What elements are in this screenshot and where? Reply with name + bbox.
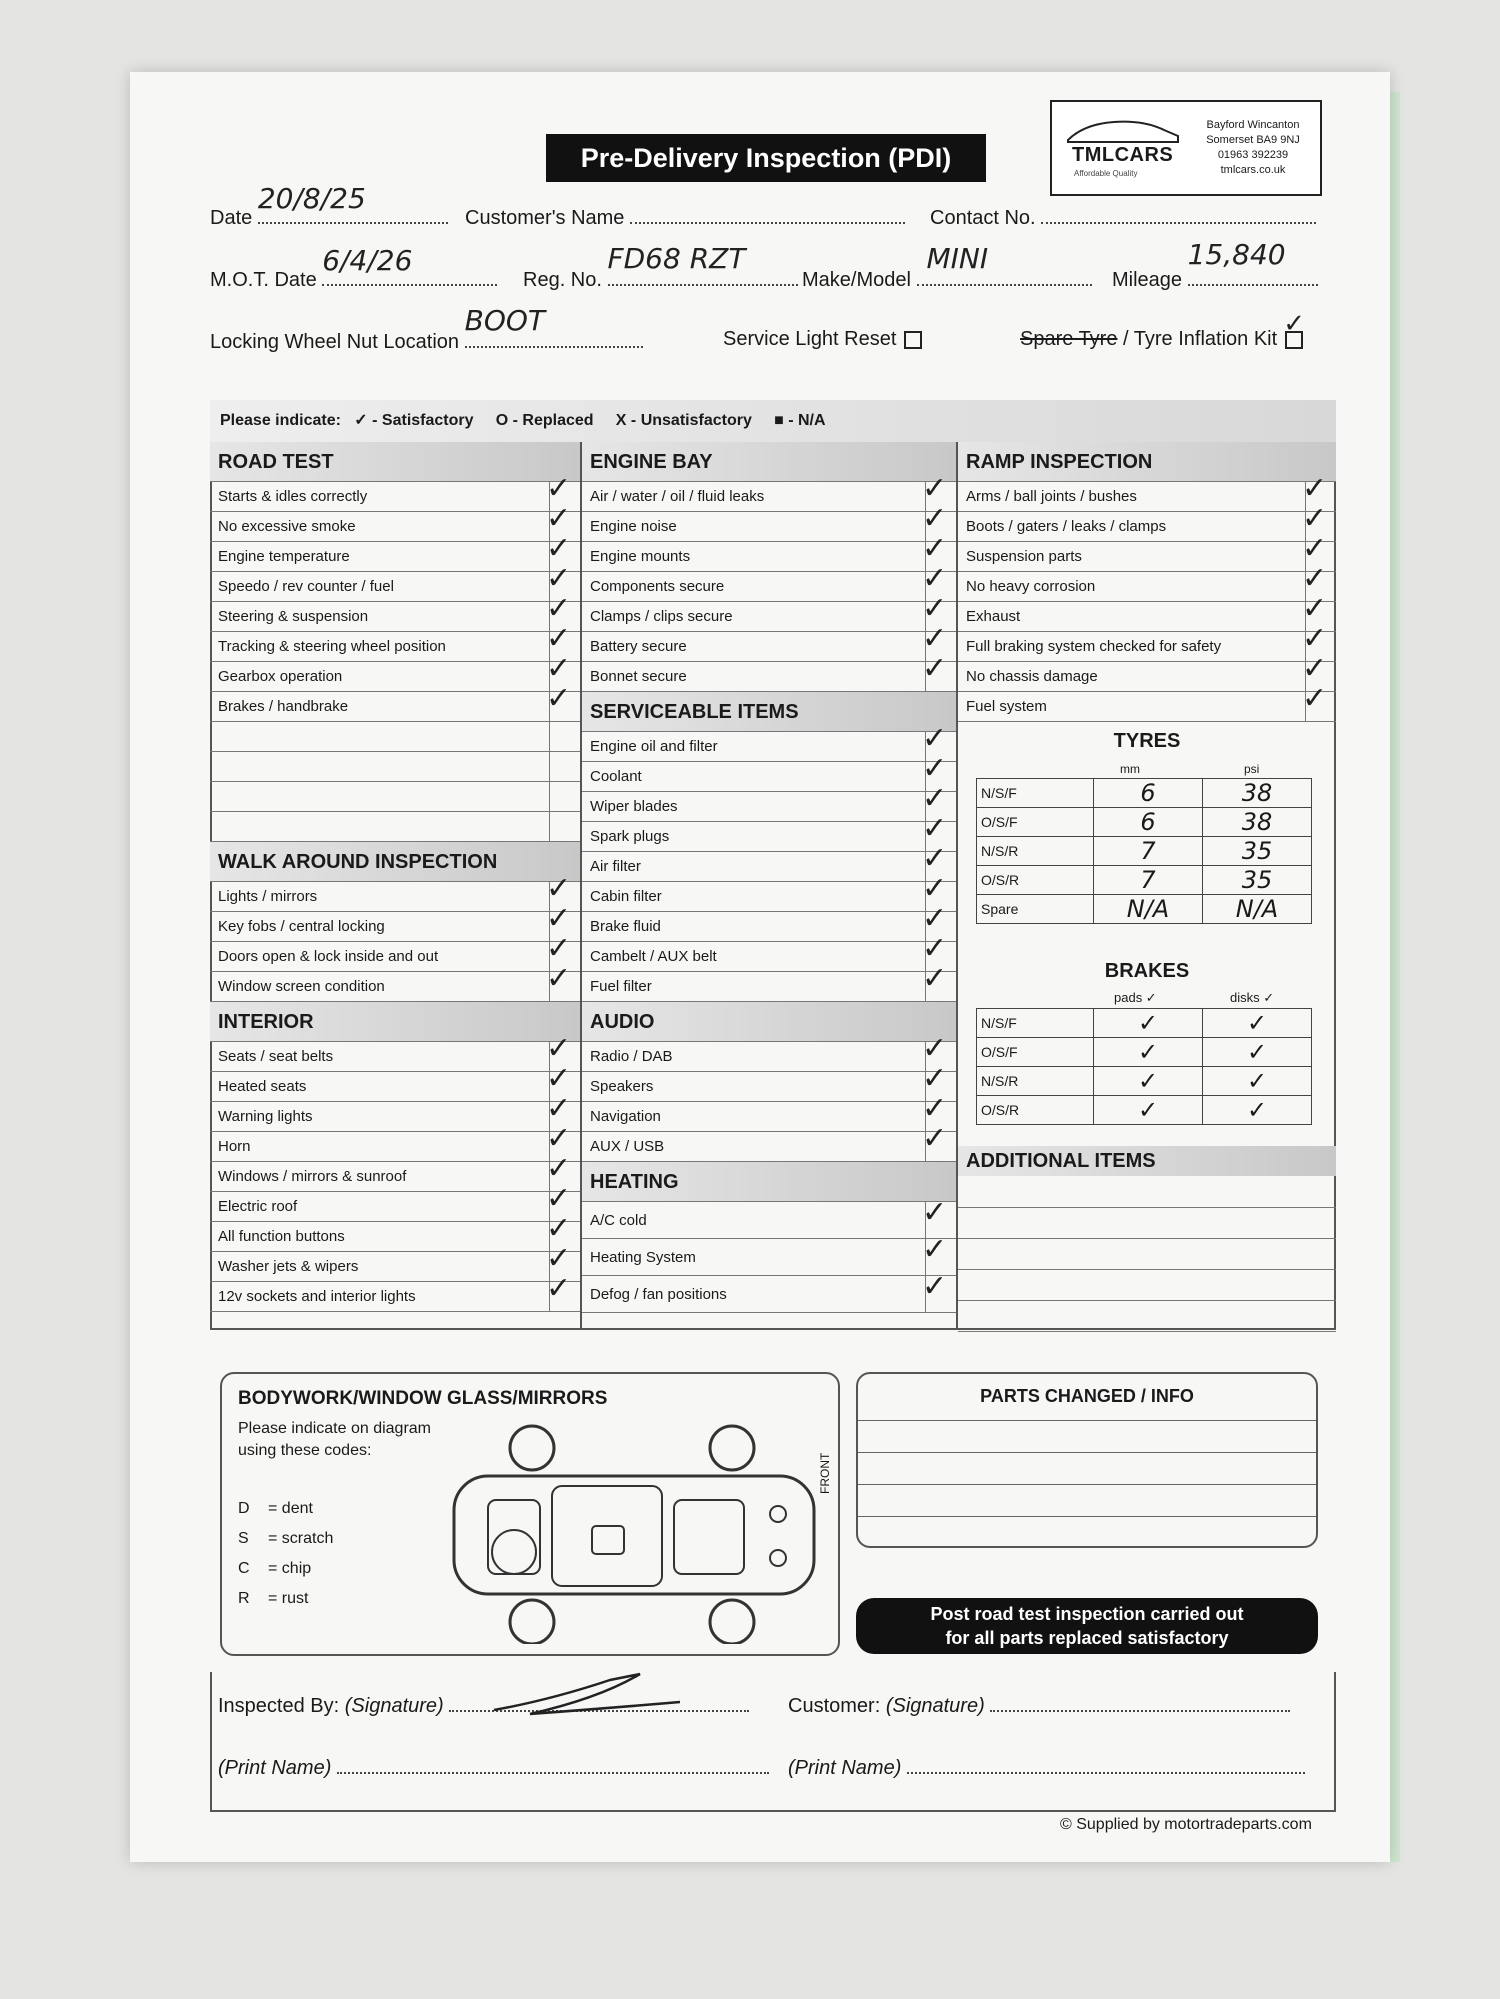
bodywork-instructions: Please indicate on diagram using these codes: (238, 1420, 432, 1459)
front-label: FRONT (818, 1452, 832, 1494)
checklist-row[interactable] (210, 1091, 580, 1132)
mm-value[interactable]: 6 (1094, 808, 1203, 837)
walk-around-inspection-heading: WALK AROUND INSPECTION (210, 842, 580, 882)
service-light-checkbox[interactable] (904, 331, 922, 349)
checklist-row[interactable] (582, 871, 956, 912)
checklist-row[interactable] (210, 621, 580, 662)
table-row (977, 779, 1312, 808)
brakes-pads-label: pads ✓ (1114, 990, 1157, 1005)
handwritten-check-mark: ✓ (546, 871, 572, 906)
checklist-row[interactable] (210, 782, 580, 812)
table-row (977, 1009, 1312, 1038)
checklist-row[interactable] (210, 1121, 580, 1162)
check-box[interactable] (546, 1271, 580, 1311)
handwritten-check-mark: ✓ (922, 1121, 948, 1156)
audio-heading: AUDIO (582, 1002, 956, 1042)
checklist-item-label: Horn (218, 1138, 251, 1155)
checklist-item-label: Fuel filter (590, 978, 652, 995)
handwritten-check-mark: ✓ (546, 591, 572, 626)
check-box[interactable] (549, 812, 580, 841)
checklist-item-label: Brake fluid (590, 918, 661, 935)
checklist-row[interactable] (210, 1031, 580, 1072)
checklist-row[interactable] (582, 841, 956, 882)
checklist-item-label: Electric roof (218, 1198, 298, 1215)
parts-changed-box (856, 1372, 1318, 1548)
checklist-row[interactable] (958, 471, 1336, 512)
checklist-row[interactable] (582, 1031, 956, 1072)
checklist-row[interactable] (582, 531, 956, 572)
checklist-row[interactable] (582, 751, 956, 792)
checklist-row[interactable] (582, 781, 956, 822)
checklist-row[interactable] (210, 901, 580, 942)
position-label: O/S/F (977, 1038, 1094, 1067)
handwritten-check-mark: ✓ (922, 1232, 948, 1267)
checklist-row[interactable] (210, 561, 580, 602)
disks-value[interactable]: ✓ (1203, 1067, 1312, 1096)
checklist-item-label: Wiper blades (590, 798, 678, 815)
position-label: N/S/R (977, 1067, 1094, 1096)
handwritten-check-mark: ✓ (546, 1121, 572, 1156)
checklist-item-label: 12v sockets and interior lights (218, 1288, 416, 1305)
additional-item-line[interactable] (958, 1269, 1336, 1301)
handwritten-check-mark: ✓ (922, 471, 948, 506)
handwritten-check-mark: ✓ (922, 961, 948, 996)
page-edge (1390, 92, 1400, 1862)
checklist-item-label: Coolant (590, 768, 642, 785)
car-silhouette-icon (1064, 116, 1182, 146)
checklist-row[interactable] (582, 1269, 956, 1313)
handwritten-check-mark: ✓ (546, 471, 572, 506)
damage-codes (238, 1494, 333, 1614)
psi-value[interactable]: 38 (1203, 779, 1312, 808)
table-row (977, 1038, 1312, 1067)
check-box[interactable] (922, 961, 956, 1001)
checklist-row[interactable] (210, 1211, 580, 1252)
checklist-item-label: Battery secure (590, 638, 687, 655)
checklist-row[interactable] (958, 651, 1336, 692)
checklist-row[interactable] (958, 501, 1336, 542)
handwritten-check-mark: ✓ (546, 531, 572, 566)
checklist-row[interactable] (582, 931, 956, 972)
road-test-heading: ROAD TEST (210, 442, 580, 482)
checklist-item-label: Seats / seat belts (218, 1048, 334, 1065)
mot-date-field[interactable]: M.O.T. Date 6/4/26 (210, 266, 497, 292)
handwritten-check-mark: ✓ (1302, 531, 1328, 566)
checklist-item-label: Speakers (590, 1078, 654, 1095)
checklist-item-label: Speedo / rev counter / fuel (218, 578, 394, 595)
checklist-row[interactable] (210, 722, 580, 752)
checklist-row[interactable] (958, 561, 1336, 602)
handwritten-check-mark: ✓ (546, 621, 572, 656)
handwritten-check-mark: ✓ (922, 931, 948, 966)
checklist-row[interactable] (958, 621, 1336, 662)
checklist-row[interactable] (582, 501, 956, 542)
checklist-row[interactable] (210, 651, 580, 692)
handwritten-check-mark: ✓ (546, 501, 572, 536)
pads-value[interactable]: ✓ (1094, 1038, 1203, 1067)
checklist-row[interactable] (582, 811, 956, 852)
check-box[interactable] (922, 651, 956, 691)
serviceable-items-heading: SERVICEABLE ITEMS (582, 692, 956, 732)
checklist-item-label: Bonnet secure (590, 668, 687, 685)
pads-value[interactable]: ✓ (1094, 1009, 1203, 1038)
check-box[interactable] (1302, 681, 1336, 721)
supplier-credit: © Supplied by motortradeparts.com (1060, 1816, 1312, 1833)
handwritten-check-mark: ✓ (1302, 501, 1328, 536)
checklist-row[interactable] (582, 1195, 956, 1239)
handwritten-check-mark: ✓ (546, 561, 572, 596)
checklist-row[interactable] (958, 531, 1336, 572)
checklist-item-label: Air / water / oil / fluid leaks (590, 488, 765, 505)
handwritten-check-mark: ✓ (922, 501, 948, 536)
checklist-row[interactable] (210, 961, 580, 1002)
interior-heading: INTERIOR (210, 1002, 580, 1042)
checklist-item-label: No heavy corrosion (966, 578, 1096, 595)
position-label: N/S/R (977, 837, 1094, 866)
handwritten-check-mark: ✓ (922, 561, 948, 596)
handwritten-check-mark: ✓ (1302, 651, 1328, 686)
checklist-row[interactable] (210, 1271, 580, 1312)
handwritten-check-mark: ✓ (922, 751, 948, 786)
checklist-item-label: Defog / fan positions (590, 1286, 727, 1303)
handwritten-check-mark: ✓ (922, 811, 948, 846)
checklist-item-label: Cabin filter (590, 888, 662, 905)
checklist-item-label: Key fobs / central locking (218, 918, 385, 935)
checklist-item-label: Engine oil and filter (590, 738, 718, 755)
table-row (977, 1096, 1312, 1125)
psi-value[interactable]: 38 (1203, 808, 1312, 837)
tyres-heading: TYRES (1113, 730, 1181, 752)
position-label: Spare (977, 895, 1094, 924)
checklist-item-label: Fuel system (966, 698, 1047, 715)
checklist-item-label: Air filter (590, 858, 641, 875)
handwritten-check-mark: ✓ (922, 721, 948, 756)
checklist-item-label: Gearbox operation (218, 668, 343, 685)
checklist-row[interactable] (958, 681, 1336, 722)
handwritten-check-mark: ✓ (546, 1061, 572, 1096)
handwritten-check-mark: ✓ (922, 1031, 948, 1066)
tyre-kit-checkbox[interactable]: ✓ (1285, 331, 1303, 349)
handwritten-check-mark: ✓ (922, 1195, 948, 1230)
mm-value[interactable]: N/A (1094, 895, 1203, 924)
checklist-item-label: Engine mounts (590, 548, 691, 565)
handwritten-check-mark: ✓ (922, 651, 948, 686)
ramp-inspection-heading: RAMP INSPECTION (958, 442, 1336, 482)
checklist-row[interactable] (582, 621, 956, 662)
checklist-item-label: Suspension parts (966, 548, 1082, 565)
check-box[interactable] (922, 1269, 956, 1312)
form-title: Pre-Delivery Inspection (PDI) (546, 134, 986, 182)
checklist-item-label: Cambelt / AUX belt (590, 948, 717, 965)
dealer-tagline: Affordable Quality (1074, 169, 1138, 178)
checklist-item-label: Full braking system checked for safety (966, 638, 1222, 655)
checklist-item-label: Window screen condition (218, 978, 385, 995)
checklist-item-label: No excessive smoke (218, 518, 356, 535)
dealer-address: Bayford Wincanton Somerset BA9 9NJ 01963 392239 tmlcars.co.uk (1206, 119, 1300, 176)
handwritten-check-mark: ✓ (922, 1091, 948, 1126)
legend-bar: Please indicate: ✓ - Satisfactory O - Replaced X - Unsatisfactory ■ - N/A (210, 400, 1336, 442)
checklist-item-label: Heating System (590, 1249, 696, 1266)
handwritten-check-mark: ✓ (1302, 561, 1328, 596)
tyre-inflation-kit[interactable]: Spare Tyre / Tyre Inflation Kit ✓ (1020, 308, 1305, 350)
checklist-row[interactable] (210, 1241, 580, 1282)
handwritten-check-mark: ✓ (922, 591, 948, 626)
checklist-item-label: Brakes / handbrake (218, 698, 349, 715)
checklist-item-label: Steering & suspension (218, 608, 369, 625)
check-box[interactable] (549, 782, 580, 811)
checklist-item-label: Heated seats (218, 1078, 307, 1095)
checklist-row[interactable] (210, 681, 580, 722)
locking-wheel-nut-field[interactable]: Locking Wheel Nut Location BOOT (210, 328, 643, 354)
checklist-item-label: Spark plugs (590, 828, 670, 845)
checklist-item-label: AUX / USB (590, 1138, 665, 1155)
check-box[interactable] (922, 1121, 956, 1161)
psi-value[interactable]: N/A (1203, 895, 1312, 924)
handwritten-check-mark: ✓ (922, 1269, 948, 1304)
checklist-item-label: Doors open & lock inside and out (218, 948, 439, 965)
checklist-row[interactable] (582, 721, 956, 762)
checklist-item-label: Radio / DAB (590, 1048, 673, 1065)
dealer-brand: TMLCARS (1072, 144, 1174, 166)
handwritten-check-mark: ✓ (546, 961, 572, 996)
parts-changed-heading: PARTS CHANGED / INFO (980, 1386, 1194, 1406)
checklist-row[interactable] (582, 1121, 956, 1162)
checklist-row[interactable] (582, 901, 956, 942)
mileage-field[interactable]: Mileage 15,840 (1112, 266, 1318, 292)
check-box[interactable] (549, 722, 580, 751)
checklist-item-label: Clamps / clips secure (590, 608, 733, 625)
brakes-disks-label: disks ✓ (1230, 990, 1275, 1005)
handwritten-check-mark: ✓ (546, 651, 572, 686)
additional-item-line[interactable] (958, 1238, 1336, 1270)
dealer-logo-box (1050, 100, 1322, 196)
mm-value[interactable]: 7 (1094, 837, 1203, 866)
tyres-table (976, 778, 1312, 924)
additional-item-line[interactable] (958, 1207, 1336, 1239)
post-road-test-note: Post road test inspection carried out for all parts replaced satisfactory (856, 1598, 1318, 1654)
psi-value[interactable]: 35 (1203, 837, 1312, 866)
check-box[interactable] (549, 752, 580, 781)
checklist-row[interactable] (210, 591, 580, 632)
handwritten-check-mark: ✓ (546, 681, 572, 716)
checklist-item-label: Washer jets & wipers (218, 1258, 359, 1275)
pads-value[interactable]: ✓ (1094, 1096, 1203, 1125)
handwritten-check-mark: ✓ (1302, 621, 1328, 656)
disks-value[interactable]: ✓ (1203, 1096, 1312, 1125)
checklist-row[interactable] (210, 1181, 580, 1222)
handwritten-check-mark: ✓ (546, 901, 572, 936)
handwritten-check-mark: ✓ (546, 931, 572, 966)
handwritten-check-mark: ✓ (1302, 591, 1328, 626)
position-label: N/S/F (977, 1009, 1094, 1038)
handwritten-check-mark: ✓ (546, 1151, 572, 1186)
checklist-row[interactable] (582, 961, 956, 1002)
checklist-item-label: Windows / mirrors & sunroof (218, 1168, 407, 1185)
customer-name-field[interactable]: Customer's Name (465, 204, 905, 230)
checklist-row[interactable] (582, 471, 956, 512)
additional-items-heading: ADDITIONAL ITEMS (958, 1146, 1336, 1176)
check-box[interactable] (546, 681, 580, 721)
checklist-item-label: Arms / ball joints / bushes (966, 488, 1137, 505)
handwritten-check-mark: ✓ (922, 531, 948, 566)
checklist-row[interactable] (210, 1151, 580, 1192)
mm-value[interactable]: 7 (1094, 866, 1203, 895)
tyres-mm-label: mm (1120, 762, 1140, 776)
checklist-item-label: Components secure (590, 578, 725, 595)
additional-item-line[interactable] (958, 1176, 1336, 1208)
handwritten-check-mark: ✓ (922, 781, 948, 816)
psi-value[interactable]: 35 (1203, 866, 1312, 895)
date-field[interactable]: Date 20/8/25 (210, 204, 448, 230)
table-row (977, 866, 1312, 895)
checklist-item-label: A/C cold (590, 1212, 647, 1229)
handwritten-check-mark: ✓ (1302, 471, 1328, 506)
checklist-row[interactable] (210, 871, 580, 912)
damage-code-row: C = chip (238, 1560, 312, 1577)
checklist-row[interactable] (210, 531, 580, 572)
checklist-item-label: Engine temperature (218, 548, 350, 565)
damage-code-row: S = scratch (238, 1530, 334, 1547)
handwritten-check-mark: ✓ (546, 1181, 572, 1216)
checklist-item-label: No chassis damage (966, 668, 1098, 685)
pads-value[interactable]: ✓ (1094, 1067, 1203, 1096)
damage-code-row: D = dent (238, 1500, 313, 1517)
reg-no-field[interactable]: Reg. No. FD68 RZT (523, 266, 798, 292)
service-light-reset[interactable]: Service Light Reset (723, 328, 922, 351)
customer-print-name[interactable]: (Print Name) (788, 1754, 1305, 1780)
checklist-item-label: Starts & idles correctly (218, 488, 368, 505)
checklist-item-label: Lights / mirrors (218, 888, 318, 905)
checklist-row[interactable] (958, 591, 1336, 632)
contact-no-field[interactable]: Contact No. (930, 204, 1316, 230)
handwritten-check-mark: ✓ (546, 1091, 572, 1126)
car-diagram-icon[interactable] (442, 1414, 822, 1644)
position-label: O/S/R (977, 866, 1094, 895)
handwritten-check-mark: ✓ (922, 871, 948, 906)
tyres-psi-label: psi (1244, 762, 1260, 776)
handwritten-check-mark: ✓ (546, 1271, 572, 1306)
disks-value[interactable]: ✓ (1203, 1038, 1312, 1067)
position-label: N/S/F (977, 779, 1094, 808)
position-label: O/S/R (977, 1096, 1094, 1125)
handwritten-check-mark: ✓ (922, 621, 948, 656)
handwritten-check-mark: ✓ (546, 1211, 572, 1246)
handwritten-check-mark: ✓ (546, 1031, 572, 1066)
checklist-row[interactable] (582, 591, 956, 632)
checklist-row[interactable] (210, 1061, 580, 1102)
handwritten-check-mark: ✓ (1302, 681, 1328, 716)
checklist-item-label: Tracking & steering wheel position (218, 638, 446, 655)
checklist-item-label: All function buttons (218, 1228, 345, 1245)
additional-item-line[interactable] (958, 1300, 1336, 1332)
heating-heading: HEATING (582, 1162, 956, 1202)
brakes-heading: BRAKES (1104, 960, 1190, 982)
bodywork-box (220, 1372, 840, 1656)
handwritten-check-mark: ✓ (922, 841, 948, 876)
bodywork-heading: BODYWORK/WINDOW GLASS/MIRRORS (238, 1388, 608, 1409)
check-box[interactable] (546, 961, 580, 1001)
damage-code-row: R = rust (238, 1590, 309, 1607)
checklist-row[interactable] (210, 752, 580, 782)
position-label: O/S/F (977, 808, 1094, 837)
inspector-print-name[interactable]: (Print Name) (218, 1754, 769, 1780)
checklist-item-label: Navigation (590, 1108, 661, 1125)
handwritten-check-mark: ✓ (546, 1241, 572, 1276)
checklist-item-label: Exhaust (966, 608, 1021, 625)
mm-value[interactable]: 6 (1094, 779, 1203, 808)
handwritten-check-mark: ✓ (922, 1061, 948, 1096)
disks-value[interactable]: ✓ (1203, 1009, 1312, 1038)
customer-signature[interactable]: Customer: (Signature) (788, 1692, 1290, 1718)
inspected-by-signature[interactable]: Inspected By: (Signature) (218, 1692, 749, 1718)
checklist-row[interactable] (582, 1232, 956, 1276)
checklist-row[interactable] (210, 931, 580, 972)
table-row (977, 808, 1312, 837)
make-model-field[interactable]: Make/Model MINI (802, 266, 1092, 292)
checklist-row[interactable] (582, 651, 956, 692)
checklist-item-label: Engine noise (590, 518, 677, 535)
checklist-row[interactable] (582, 1091, 956, 1132)
engine-bay-heading: ENGINE BAY (582, 442, 956, 482)
checklist-row[interactable] (210, 812, 580, 842)
pdi-form-sheet (130, 72, 1390, 1862)
handwritten-check-mark: ✓ (922, 901, 948, 936)
checklist-item-label: Warning lights (218, 1108, 313, 1125)
checklist-row[interactable] (210, 501, 580, 542)
table-row (977, 1067, 1312, 1096)
checklist-item-label: Boots / gaters / leaks / clamps (966, 518, 1167, 535)
checklist-row[interactable] (582, 561, 956, 602)
table-row (977, 837, 1312, 866)
brakes-table (976, 1008, 1312, 1125)
checklist-row[interactable] (210, 471, 580, 512)
table-row (977, 895, 1312, 924)
checklist-row[interactable] (582, 1061, 956, 1102)
